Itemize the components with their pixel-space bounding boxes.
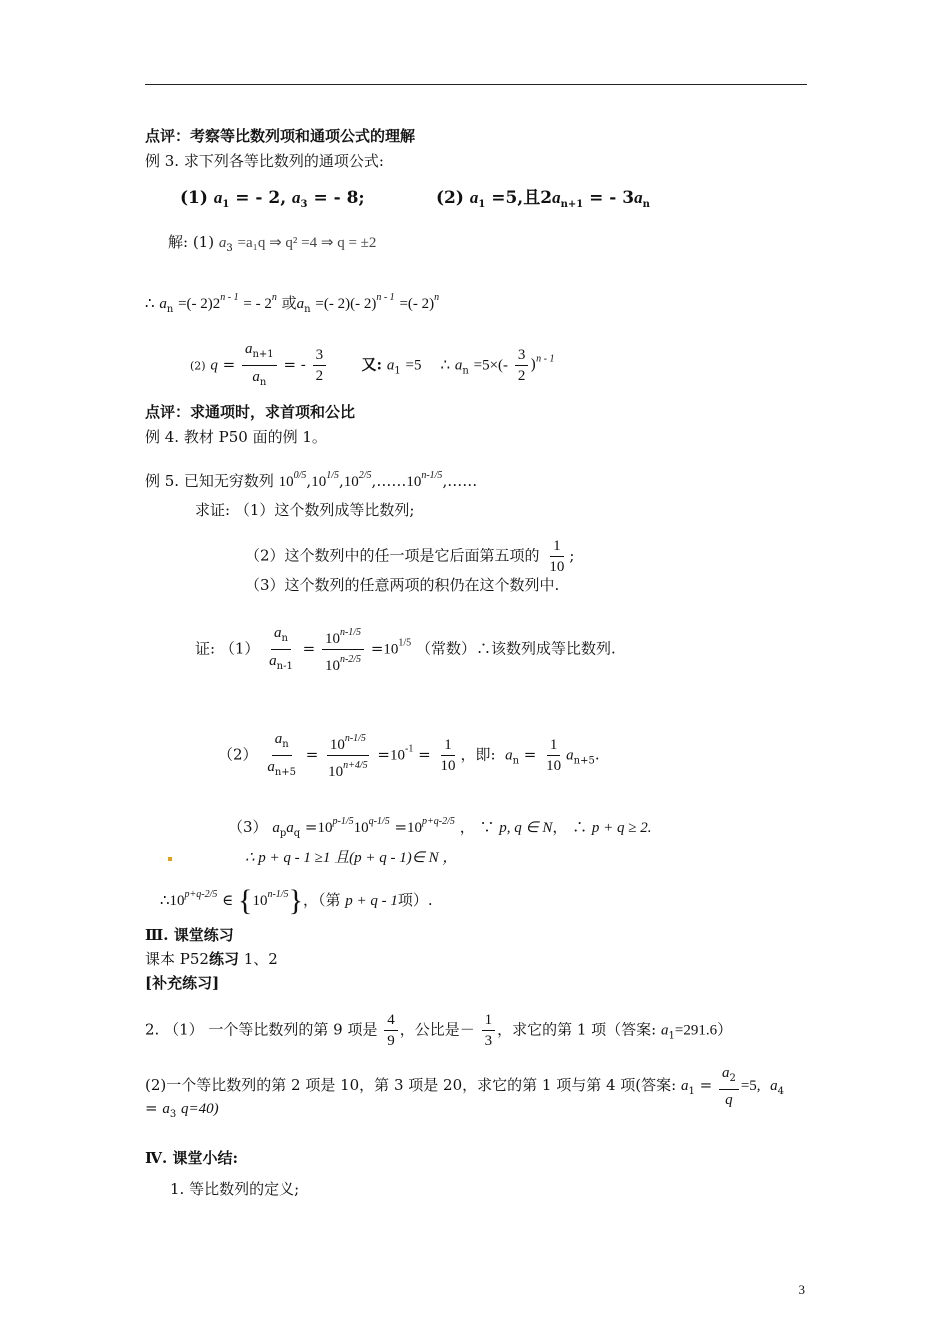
marker-dot bbox=[168, 857, 172, 861]
supplementary-title: [补充练习] bbox=[145, 974, 220, 992]
exercise-2-2: (2)一个等比数列的第 2 项是 10，第 3 项是 20，求它的第 1 项与第 4 项(答案: $a_1$ = $\frac{a_2}{q}$ =5, $a_4$ bbox=[145, 1062, 784, 1110]
solution-1-line-2: ∴ $a_n$ =(- 2)2$^{n - 1}$ = - 2$^n$ 或$a_n$ =(- 2)(- 2)$^{n - 1}$ =(- 2)$^n$ bbox=[145, 292, 440, 315]
comment-2: 点评：求通项时，求首项和公比 bbox=[145, 403, 356, 421]
exercise-2-2-cont: = $a_3$ q=40) bbox=[145, 1099, 219, 1120]
example-3-part-2: (2) $a_1 =5$,且$2a_{n+1}$ = - $3a_n$ bbox=[436, 188, 650, 210]
proof-4: ∴ p + q - 1 ≥1 且(p + q - 1)∈ N ， bbox=[245, 850, 458, 866]
prove-3: （3）这个数列的任意两项的积仍在这个数列中. bbox=[245, 576, 560, 594]
prove-1: 求证: （1）这个数列成等比数列; bbox=[195, 501, 415, 519]
proof-2: （2） $\frac{a_n}{a_{n+5}}$ = $\frac{10^{n-1/5}}{10^{n+4/5}}$ $=10^{-1}$ = $\frac{1}{10}$ ，即: $a_n$ = $\frac{1}{10}$ $a_{n+5}$. bbox=[218, 728, 600, 783]
example-4: 例 4. 教材 P50 面的例 1。 bbox=[145, 428, 327, 446]
textbook-exercise: 课本 P52练习 1、2 bbox=[145, 950, 278, 968]
example-5: 例 5. 已知无穷数列 $10^{0/5},10^{1/5},10^{2/5},\dots\dots 10^{n-1/5},\dots\dots$ bbox=[145, 470, 478, 490]
comment-1: 点评：考察等比数列项和通项公式的理解 bbox=[145, 127, 416, 145]
header-rule bbox=[145, 84, 807, 85]
summary-item-1: 1. 等比数列的定义; bbox=[170, 1180, 300, 1198]
page-number: 3 bbox=[798, 1282, 805, 1297]
section-3-title: Ⅲ. 课堂练习 bbox=[145, 926, 234, 944]
section-4-title: Ⅳ. 课堂小结: bbox=[145, 1149, 239, 1167]
example-3-part-1: (1) $a_1$ = - 2, $a_3$ = - 8; bbox=[180, 188, 365, 210]
solution-1: 解: (1) $a_3 =a_1q$ ⇒ q² =4 ⇒ q = ±2 bbox=[168, 233, 377, 254]
proof-3: （3） $a_pa_q =10^{p-1/5}10^{q-1/5} =10^{p+q-2/5}$ ， ∵ p, q ∈ N， ∴ p + q ≥ 2. bbox=[228, 816, 652, 839]
exercise-2-1: 2. （1） 一个等比数列的第 9 项是 $\frac{4}{9}$ ，公比是－ $\frac{1}{3}$ ，求它的第 1 项（答案: $a_1=291.6$） bbox=[145, 1012, 733, 1049]
proof-1: 证: （1） $\frac{a_n}{a_{n-1}}$ = $\frac{10^{n-1/5}}{10^{n-2/5}}$ $=10^{1/5}$ （常数）∴该数列成等比数列. bbox=[195, 622, 616, 677]
proof-5: $\therefore 10^{p+q-2/5}$ ∈ $\{10^{n-1/5}\}$，（第 p + q - 1项）. bbox=[160, 884, 433, 917]
example-3-label: 例 3. 求下列各等比数列的通项公式: bbox=[145, 152, 384, 170]
solution-2: (2) q = $\frac{a_{n+1}}{a_n}$ = - $\frac{3}{2}$ 又: $a_1 =5$ ∴ $a_n =5\times(-$ $\frac{3}{2}$ )$^{n - 1}$ bbox=[190, 338, 555, 393]
prove-2: （2）这个数列中的任一项是它后面第五项的 $\frac{1}{10}$ ; bbox=[245, 538, 575, 575]
